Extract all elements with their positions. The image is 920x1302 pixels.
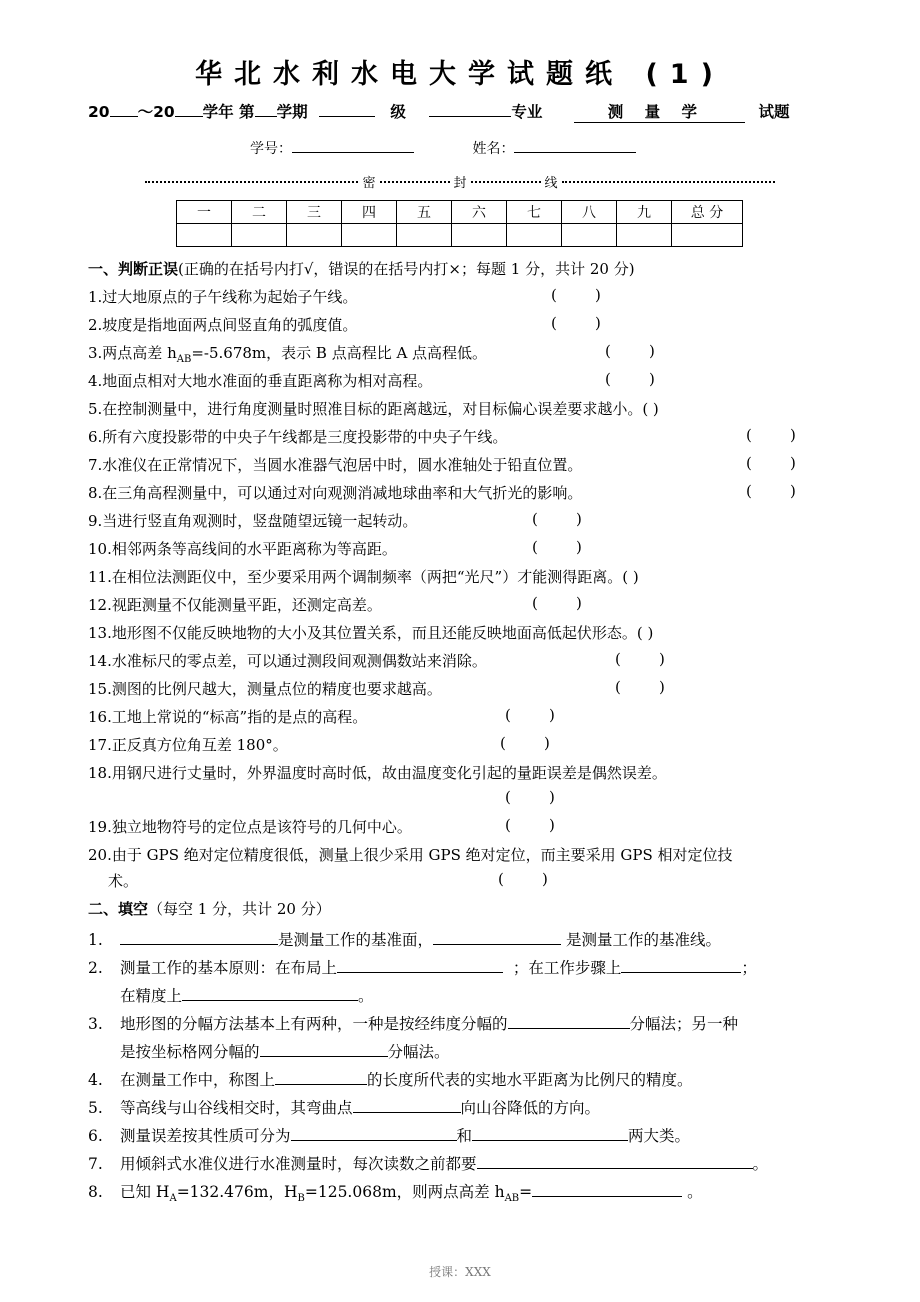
score-cell[interactable] xyxy=(287,224,342,247)
fill-text: 是测量工作的基准线。 xyxy=(565,931,721,949)
answer-paren[interactable]: ( ) xyxy=(746,426,796,444)
fill-text: 在测量工作中，称图上 xyxy=(120,1071,276,1089)
score-cell[interactable] xyxy=(452,224,507,247)
fill-question-5 xyxy=(88,1096,600,1118)
answer-paren[interactable]: ( ) xyxy=(746,482,796,500)
dotted-rule xyxy=(145,181,358,183)
q3-text-a: 3.两点高差 h xyxy=(88,344,177,362)
fill-blank[interactable] xyxy=(508,1014,630,1029)
fill-number: 8. xyxy=(88,1183,103,1201)
fill-number: 2. xyxy=(88,959,103,977)
fill-question-4 xyxy=(88,1068,693,1090)
score-cell[interactable] xyxy=(507,224,562,247)
question-4: 4.地面点相对大地水准面的垂直距离称为相对高程。 xyxy=(88,372,433,390)
fill-number: 3. xyxy=(88,1015,103,1033)
answer-paren[interactable]: ( ) xyxy=(605,370,655,388)
exam-info-line xyxy=(88,100,848,123)
answer-paren[interactable]: ( ) xyxy=(605,342,655,360)
answer-paren[interactable]: ( ) xyxy=(746,454,796,472)
question-1: 1.过大地原点的子午线称为起始子午线。 xyxy=(88,288,358,306)
fill-blank[interactable] xyxy=(337,958,503,973)
question-11: 11.在相位法测距仪中，至少要采用两个调制频率（两把“光尺”）才能测得距离。( ) xyxy=(88,568,639,586)
fill-text: 向山谷降低的方向。 xyxy=(460,1099,601,1117)
fill-text: 。 xyxy=(358,987,374,1005)
fill-text: 和 xyxy=(456,1127,473,1145)
score-header-cell: 一 xyxy=(177,201,232,224)
student-info-line xyxy=(250,138,750,158)
section2-note: （每空 1 分，共计 20 分） xyxy=(148,900,331,918)
answer-paren[interactable]: ( ) xyxy=(615,678,665,696)
score-header-cell: 五 xyxy=(397,201,452,224)
exam-label: 试题 xyxy=(758,103,790,121)
fill-blank[interactable] xyxy=(260,1042,388,1057)
seal-line xyxy=(145,172,775,190)
fill-text: 分幅法。 xyxy=(387,1043,450,1061)
score-cell[interactable] xyxy=(562,224,617,247)
name-label: 姓名： xyxy=(472,141,515,157)
question-18: 18.用钢尺进行丈量时，外界温度时高时低，故由温度变化引起的量距误差是偶然误差。 xyxy=(88,764,667,782)
question-3 xyxy=(88,342,487,365)
fill-question-8 xyxy=(88,1180,703,1204)
answer-paren[interactable]: ( ) xyxy=(615,650,665,668)
answer-paren[interactable]: ( ) xyxy=(505,816,555,834)
exam-title: 华北水利水电大学试题纸 (1) xyxy=(195,59,725,90)
semester-blank xyxy=(255,102,277,117)
fill-text: 。 xyxy=(682,1183,703,1201)
question-12: 12.视距测量不仅能测量平距，还测定高差。 xyxy=(88,596,382,614)
footer-instructor: 授课：XXX xyxy=(429,1265,491,1279)
question-20-continued: 术。 xyxy=(108,872,139,890)
answer-paren[interactable]: ( ) xyxy=(532,538,582,556)
fill-blank[interactable] xyxy=(621,958,741,973)
fill-text: 分幅法；另一种 xyxy=(629,1015,739,1033)
fill-text: 等高线与山谷线相交时，其弯曲点 xyxy=(120,1099,353,1117)
fill-text: 是测量工作的基准面， xyxy=(278,931,434,949)
score-header-cell: 总 分 xyxy=(672,201,743,224)
fill-text: 是按坐标格网分幅的 xyxy=(120,1043,260,1061)
fill-subscript: AB xyxy=(504,1193,520,1205)
score-cell[interactable] xyxy=(232,224,287,247)
answer-paren[interactable]: ( ) xyxy=(505,788,555,806)
score-header-cell: 七 xyxy=(507,201,562,224)
student-id-blank xyxy=(292,138,414,153)
dotted-rule xyxy=(380,181,450,183)
score-header-cell: 六 xyxy=(452,201,507,224)
academic-year-label: 学年 第 xyxy=(202,103,255,121)
fill-text: 的长度所代表的实地水平距离为比例尺的精度。 xyxy=(367,1071,693,1089)
year-end-blank xyxy=(175,102,203,117)
seal-word-xian: 线 xyxy=(544,175,558,191)
answer-paren[interactable]: ( ) xyxy=(505,706,555,724)
question-14: 14.水准标尺的零点差，可以通过测段间观测偶数站来消除。 xyxy=(88,652,487,670)
year-prefix: 20 xyxy=(88,103,110,121)
fill-subscript: B xyxy=(297,1193,305,1205)
score-cell[interactable] xyxy=(672,224,743,247)
name-blank xyxy=(514,138,636,153)
question-16: 16.工地上常说的“标高”指的是点的高程。 xyxy=(88,708,368,726)
fill-text: 两大类。 xyxy=(628,1127,691,1145)
section1-title: 一、判断正误 xyxy=(88,260,179,278)
fill-question-1 xyxy=(88,928,721,950)
fill-number: 6. xyxy=(88,1127,103,1145)
fill-text: ；在工作步骤上 xyxy=(512,959,622,977)
score-cell[interactable] xyxy=(342,224,397,247)
question-13: 13.地形图不仅能反映地物的大小及其位置关系，而且还能反映地面高低起伏形态。( ) xyxy=(88,624,654,642)
answer-paren[interactable]: ( ) xyxy=(532,510,582,528)
q3-text-b: =-5.678m，表示 B 点高程比 A 点高程低。 xyxy=(191,344,488,362)
fill-text: 测量误差按其性质可分为 xyxy=(120,1127,291,1145)
score-header-cell: 三 xyxy=(287,201,342,224)
grade-blank xyxy=(319,102,375,117)
question-10: 10.相邻两条等高线间的水平距离称为等高距。 xyxy=(88,540,397,558)
question-8: 8.在三角高程测量中，可以通过对向观测消减地球曲率和大气折光的影响。 xyxy=(88,484,583,502)
fill-text: =125.068m，则两点高差 h xyxy=(304,1183,505,1201)
subject-name: 测 量 学 xyxy=(574,100,745,123)
fill-blank[interactable] xyxy=(477,1154,753,1169)
question-19: 19.独立地物符号的定位点是该符号的几何中心。 xyxy=(88,818,412,836)
score-header-cell: 八 xyxy=(562,201,617,224)
score-cell[interactable] xyxy=(177,224,232,247)
question-15: 15.测图的比例尺越大，测量点位的精度也要求越高。 xyxy=(88,680,442,698)
fill-blank[interactable] xyxy=(532,1182,682,1197)
score-value-row xyxy=(177,224,743,247)
question-20: 20.由于 GPS 绝对定位精度很低，测量上很少采用 GPS 绝对定位，而主要采用 GPS 相对定位技 xyxy=(88,846,733,864)
question-5: 5.在控制测量中，进行角度测量时照准目标的距离越远，对目标偏心误差要求越小。( ) xyxy=(88,400,659,418)
section2-title: 二、填空 xyxy=(88,900,149,918)
answer-paren[interactable]: ( ) xyxy=(500,734,550,752)
score-cell[interactable] xyxy=(397,224,452,247)
year-start-blank xyxy=(110,102,138,117)
fill-question-2-continued xyxy=(120,984,374,1006)
fill-blank[interactable] xyxy=(182,986,358,1001)
fill-text: ； xyxy=(741,959,757,977)
fill-text: = xyxy=(519,1183,533,1201)
fill-blank[interactable] xyxy=(275,1070,367,1085)
fill-number: 1. xyxy=(88,931,103,949)
answer-paren[interactable]: ( ) xyxy=(498,870,548,888)
fill-text: =132.476m，H xyxy=(176,1183,298,1201)
question-7: 7.水准仪在正常情况下，当圆水准器气泡居中时，圆水准轴处于铅直位置。 xyxy=(88,456,583,474)
score-header-cell: 四 xyxy=(342,201,397,224)
score-header-cell: 二 xyxy=(232,201,287,224)
section1-note: (正确的在括号内打√，错误的在括号内打×；每题 1 分，共计 20 分) xyxy=(178,260,635,278)
question-6: 6.所有六度投影带的中央子午线都是三度投影带的中央子午线。 xyxy=(88,428,508,446)
fill-number: 5. xyxy=(88,1099,103,1117)
major-blank xyxy=(429,102,511,117)
fill-blank[interactable] xyxy=(353,1098,461,1113)
fill-question-6 xyxy=(88,1124,690,1146)
fill-text: 地形图的分幅方法基本上有两种，一种是按经纬度分幅的 xyxy=(120,1015,508,1033)
answer-paren[interactable]: ( ) xyxy=(551,314,601,332)
major-label: 专业 xyxy=(511,103,543,121)
score-table xyxy=(176,200,743,247)
fill-question-7 xyxy=(88,1152,768,1174)
student-id-label: 学号： xyxy=(250,141,292,157)
score-cell[interactable] xyxy=(617,224,672,247)
answer-paren[interactable]: ( ) xyxy=(551,286,601,304)
section2-heading xyxy=(88,898,331,919)
grade-label: 级 xyxy=(390,103,406,121)
question-17: 17.正反真方位角互差 180°。 xyxy=(88,736,288,754)
question-9: 9.当进行竖直角观测时，竖盘随望远镜一起转动。 xyxy=(88,512,418,530)
q3-subscript: AB xyxy=(176,354,192,365)
fill-blank[interactable] xyxy=(433,930,561,945)
fill-blank[interactable] xyxy=(472,1126,628,1141)
score-header-row xyxy=(177,201,743,224)
semester-label: 学期 xyxy=(276,103,308,121)
year-tilde: ～20 xyxy=(137,103,175,121)
score-header-cell: 九 xyxy=(617,201,672,224)
fill-text: 用倾斜式水准仪进行水准测量时，每次读数之前都要 xyxy=(120,1155,477,1173)
fill-text: 在精度上 xyxy=(120,987,183,1005)
fill-number: 4. xyxy=(88,1071,103,1089)
seal-word-mi: 密 xyxy=(362,175,376,191)
answer-paren[interactable]: ( ) xyxy=(532,594,582,612)
fill-question-3-continued xyxy=(120,1040,450,1062)
fill-text: 已知 H xyxy=(120,1183,170,1201)
fill-blank[interactable] xyxy=(291,1126,457,1141)
section1-heading xyxy=(88,258,635,279)
fill-text: 测量工作的基本原则：在布局上 xyxy=(120,959,338,977)
fill-text: 。 xyxy=(752,1155,769,1173)
fill-question-2 xyxy=(88,956,757,978)
fill-blank[interactable] xyxy=(120,930,278,945)
dotted-rule xyxy=(471,181,541,183)
seal-word-feng: 封 xyxy=(453,175,467,191)
question-2: 2.坡度是指地面两点间竖直角的弧度值。 xyxy=(88,316,358,334)
fill-question-3 xyxy=(88,1012,738,1034)
dotted-rule xyxy=(562,181,775,183)
fill-subscript: A xyxy=(169,1193,177,1205)
fill-number: 7. xyxy=(88,1155,103,1173)
